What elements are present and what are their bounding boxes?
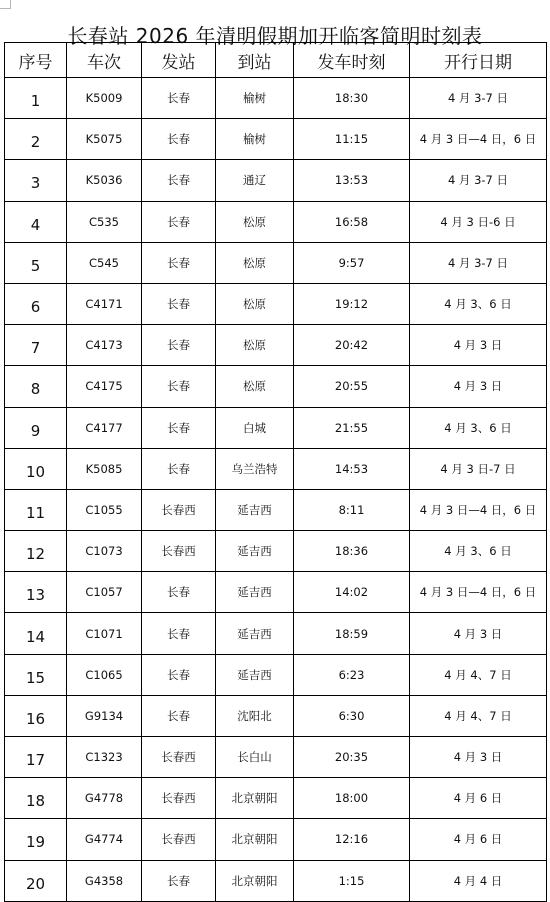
train-cell: C4171: [67, 283, 142, 324]
seq-cell: 12: [5, 531, 67, 572]
header-row: [5, 43, 547, 78]
to-cell: 榆树: [216, 119, 294, 160]
depart-cell: 11:15: [294, 119, 410, 160]
from-cell: 长春: [142, 860, 216, 901]
depart-cell: 9:57: [294, 242, 410, 283]
dates-cell: 4 月 3 日: [410, 325, 547, 366]
dates-cell: 4 月 3-7 日: [410, 160, 547, 201]
train-cell: C1065: [67, 654, 142, 695]
table-row: [5, 737, 547, 778]
dates-cell: 4 月 3 日-7 日: [410, 448, 547, 489]
train-cell: C4173: [67, 325, 142, 366]
depart-cell: 1:15: [294, 860, 410, 901]
table-row: [5, 119, 547, 160]
table-row: [5, 283, 547, 324]
depart-cell: 20:55: [294, 366, 410, 407]
depart-cell: 20:42: [294, 325, 410, 366]
table-row: [5, 160, 547, 201]
from-cell: 长春西: [142, 778, 216, 819]
train-cell: K5036: [67, 160, 142, 201]
train-cell: K5075: [67, 119, 142, 160]
to-cell: 延吉西: [216, 531, 294, 572]
to-cell: 白城: [216, 407, 294, 448]
depart-cell: 6:23: [294, 654, 410, 695]
from-cell: 长春西: [142, 531, 216, 572]
from-cell: 长春: [142, 572, 216, 613]
to-cell: 榆树: [216, 78, 294, 119]
seq-cell: 3: [5, 160, 67, 201]
depart-cell: 12:16: [294, 819, 410, 860]
train-cell: C1071: [67, 613, 142, 654]
depart-cell: 8:11: [294, 489, 410, 530]
to-cell: 延吉西: [216, 572, 294, 613]
train-cell: G4778: [67, 778, 142, 819]
depart-cell: 14:53: [294, 448, 410, 489]
train-cell: G4358: [67, 860, 142, 901]
dates-cell: 4 月 3 日—4 日，6 日: [410, 119, 547, 160]
depart-cell: 20:35: [294, 737, 410, 778]
dates-cell: 4 月 3-7 日: [410, 242, 547, 283]
train-cell: C1073: [67, 531, 142, 572]
table-row: [5, 366, 547, 407]
to-cell: 松原: [216, 366, 294, 407]
from-cell: 长春: [142, 366, 216, 407]
seq-cell: 13: [5, 572, 67, 613]
dates-cell: 4 月 3、6 日: [410, 283, 547, 324]
seq-cell: 2: [5, 119, 67, 160]
from-cell: 长春西: [142, 737, 216, 778]
seq-cell: 18: [5, 778, 67, 819]
to-cell: 延吉西: [216, 613, 294, 654]
train-cell: G9134: [67, 695, 142, 736]
to-cell: 北京朝阳: [216, 778, 294, 819]
train-cell: C535: [67, 201, 142, 242]
header-train: 车次: [67, 43, 142, 78]
train-cell: C4177: [67, 407, 142, 448]
to-cell: 松原: [216, 325, 294, 366]
from-cell: 长春: [142, 695, 216, 736]
seq-cell: 6: [5, 283, 67, 324]
to-cell: 通辽: [216, 160, 294, 201]
dates-cell: 4 月 3 日: [410, 737, 547, 778]
train-cell: C1057: [67, 572, 142, 613]
table-row: [5, 531, 547, 572]
dates-cell: 4 月 4、7 日: [410, 695, 547, 736]
header-from: 发站: [142, 43, 216, 78]
seq-cell: 20: [5, 860, 67, 901]
table-row: [5, 819, 547, 860]
to-cell: 长白山: [216, 737, 294, 778]
from-cell: 长春西: [142, 489, 216, 530]
seq-cell: 1: [5, 78, 67, 119]
seq-cell: 15: [5, 654, 67, 695]
depart-cell: 18:00: [294, 778, 410, 819]
seq-cell: 10: [5, 448, 67, 489]
table-row: [5, 78, 547, 119]
depart-cell: 14:02: [294, 572, 410, 613]
dates-cell: 4 月 4、7 日: [410, 654, 547, 695]
table-row: [5, 613, 547, 654]
dates-cell: 4 月 4 日: [410, 860, 547, 901]
table-row: [5, 448, 547, 489]
dates-cell: 4 月 3 日-6 日: [410, 201, 547, 242]
depart-cell: 18:30: [294, 78, 410, 119]
to-cell: 松原: [216, 201, 294, 242]
table-row: [5, 778, 547, 819]
seq-cell: 7: [5, 325, 67, 366]
to-cell: 乌兰浩特: [216, 448, 294, 489]
to-cell: 沈阳北: [216, 695, 294, 736]
header-depart: 发车时刻: [294, 43, 410, 78]
depart-cell: 13:53: [294, 160, 410, 201]
dates-cell: 4 月 3、6 日: [410, 407, 547, 448]
train-cell: K5009: [67, 78, 142, 119]
table-row: [5, 695, 547, 736]
table-row: [5, 489, 547, 530]
from-cell: 长春: [142, 201, 216, 242]
seq-cell: 14: [5, 613, 67, 654]
header-seq: 序号: [5, 43, 67, 78]
header-dates: 开行日期: [410, 43, 547, 78]
train-cell: C545: [67, 242, 142, 283]
seq-cell: 19: [5, 819, 67, 860]
table-row: [5, 201, 547, 242]
from-cell: 长春: [142, 242, 216, 283]
table-row: [5, 860, 547, 901]
seq-cell: 11: [5, 489, 67, 530]
table-row: [5, 572, 547, 613]
table-row: [5, 407, 547, 448]
train-cell: C1055: [67, 489, 142, 530]
seq-cell: 17: [5, 737, 67, 778]
from-cell: 长春: [142, 613, 216, 654]
dates-cell: 4 月 3 日—4 日，6 日: [410, 489, 547, 530]
from-cell: 长春: [142, 160, 216, 201]
to-cell: 松原: [216, 283, 294, 324]
dates-cell: 4 月 3、6 日: [410, 531, 547, 572]
to-cell: 北京朝阳: [216, 819, 294, 860]
train-cell: C1323: [67, 737, 142, 778]
from-cell: 长春: [142, 283, 216, 324]
from-cell: 长春西: [142, 819, 216, 860]
seq-cell: 4: [5, 201, 67, 242]
page-title: 长春站 2026 年清明假期加开临客简明时刻表: [67, 24, 483, 49]
train-cell: C4175: [67, 366, 142, 407]
train-cell: K5085: [67, 448, 142, 489]
timetable: [4, 42, 547, 902]
depart-cell: 19:12: [294, 283, 410, 324]
dates-cell: 4 月 6 日: [410, 778, 547, 819]
corner-mark: [0, 0, 11, 9]
train-cell: G4774: [67, 819, 142, 860]
dates-cell: 4 月 3-7 日: [410, 78, 547, 119]
depart-cell: 6:30: [294, 695, 410, 736]
from-cell: 长春: [142, 325, 216, 366]
table-row: [5, 654, 547, 695]
table-row: [5, 242, 547, 283]
seq-cell: 5: [5, 242, 67, 283]
from-cell: 长春: [142, 119, 216, 160]
depart-cell: 16:58: [294, 201, 410, 242]
to-cell: 北京朝阳: [216, 860, 294, 901]
seq-cell: 9: [5, 407, 67, 448]
from-cell: 长春: [142, 407, 216, 448]
dates-cell: 4 月 3 日: [410, 366, 547, 407]
depart-cell: 18:36: [294, 531, 410, 572]
depart-cell: 21:55: [294, 407, 410, 448]
from-cell: 长春: [142, 78, 216, 119]
seq-cell: 16: [5, 695, 67, 736]
to-cell: 松原: [216, 242, 294, 283]
from-cell: 长春: [142, 448, 216, 489]
dates-cell: 4 月 3 日: [410, 613, 547, 654]
to-cell: 延吉西: [216, 654, 294, 695]
dates-cell: 4 月 6 日: [410, 819, 547, 860]
to-cell: 延吉西: [216, 489, 294, 530]
dates-cell: 4 月 3 日—4 日，6 日: [410, 572, 547, 613]
seq-cell: 8: [5, 366, 67, 407]
table-row: [5, 325, 547, 366]
from-cell: 长春: [142, 654, 216, 695]
header-to: 到站: [216, 43, 294, 78]
depart-cell: 18:59: [294, 613, 410, 654]
